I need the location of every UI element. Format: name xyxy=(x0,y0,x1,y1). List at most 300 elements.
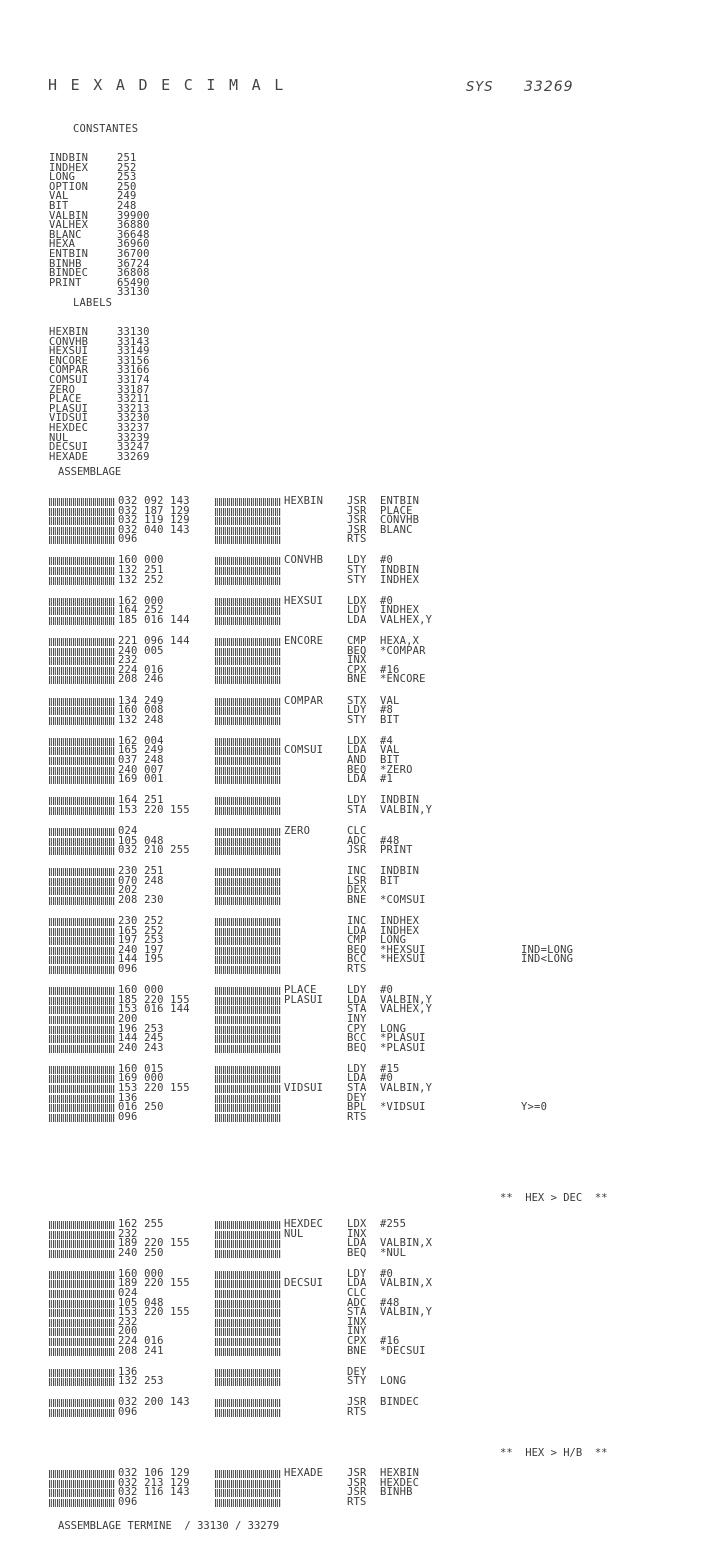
opcode-bytes: 105 048 xyxy=(118,834,164,847)
operand xyxy=(380,1408,521,1418)
address-glyph xyxy=(49,598,115,606)
instruction-block xyxy=(49,1365,601,1388)
labels-value: 33247 xyxy=(117,441,150,454)
comment xyxy=(521,896,601,906)
address-glyph xyxy=(49,767,115,775)
opcode-bytes: 032 092 143 xyxy=(118,495,190,507)
mnemonic: LDY xyxy=(347,1267,367,1280)
operand: INDHEX xyxy=(380,924,420,937)
operand: *PLASUI xyxy=(380,1032,426,1045)
address-glyph xyxy=(49,1409,115,1417)
label-name xyxy=(281,1005,347,1015)
operand: INDHEX xyxy=(380,915,420,928)
operand: VALBIN,X xyxy=(380,1277,433,1290)
operand: #0 xyxy=(380,554,394,567)
label-name xyxy=(281,535,347,545)
opcode-bytes: 037 248 xyxy=(118,753,164,766)
address-glyph xyxy=(49,657,115,665)
address-glyph xyxy=(215,928,281,936)
labels-value: 33187 xyxy=(117,383,150,396)
comment xyxy=(521,556,601,566)
constantes-name: VAL xyxy=(49,190,69,203)
address-glyph xyxy=(215,1470,281,1478)
labels-name: DECSUI xyxy=(49,441,89,454)
mnemonic: JSR xyxy=(347,1486,367,1499)
comment xyxy=(521,796,601,806)
label-name xyxy=(281,955,347,965)
address-glyph xyxy=(215,1348,281,1356)
address-glyph xyxy=(215,868,281,876)
address-glyph xyxy=(215,1271,281,1279)
constantes-value: 36880 xyxy=(117,219,150,232)
address-glyph xyxy=(49,1378,115,1386)
label-name xyxy=(281,886,347,896)
operand: HEXA,X xyxy=(380,635,420,648)
instruction-row xyxy=(49,846,601,856)
address-glyph xyxy=(215,897,281,905)
address-glyph xyxy=(49,1300,115,1308)
comment xyxy=(521,1318,601,1328)
address-glyph xyxy=(49,1499,115,1507)
comment xyxy=(521,1239,601,1249)
address-glyph xyxy=(49,1489,115,1497)
instruction-block xyxy=(49,1267,601,1357)
constantes-name: INDBIN xyxy=(49,151,89,164)
comment xyxy=(521,516,601,526)
comment xyxy=(521,986,601,996)
address-glyph xyxy=(49,918,115,926)
comment xyxy=(521,666,601,676)
labels-name: HEXSUI xyxy=(49,345,89,358)
address-glyph xyxy=(49,828,115,836)
comment xyxy=(521,1270,601,1280)
address-glyph xyxy=(49,757,115,765)
operand: LONG xyxy=(380,1375,407,1388)
address-glyph xyxy=(215,598,281,606)
label-name xyxy=(281,1377,347,1387)
address-glyph xyxy=(215,648,281,656)
comment xyxy=(521,837,601,847)
address-glyph xyxy=(215,956,281,964)
opcode-bytes: 032 213 129 xyxy=(118,1476,190,1489)
comment xyxy=(521,996,601,1006)
address-glyph xyxy=(215,1290,281,1298)
instruction-row xyxy=(49,1344,601,1357)
constantes-value: 39900 xyxy=(117,209,150,222)
mnemonic: BEQ xyxy=(347,644,367,657)
labels-value: 33211 xyxy=(117,393,150,406)
instruction-row xyxy=(49,1495,601,1508)
constantes-value: 249 xyxy=(117,190,137,203)
address-glyph xyxy=(49,838,115,846)
labels-value: 33230 xyxy=(117,412,150,425)
opcode-bytes: 032 200 143 xyxy=(118,1396,190,1409)
comment xyxy=(521,1337,601,1347)
opcode-bytes: 169 000 xyxy=(118,1072,164,1085)
mnemonic: DEX xyxy=(347,884,367,897)
label-name: PLASUI xyxy=(284,993,324,1006)
constantes-value: 33130 xyxy=(117,286,150,299)
constantes-name: HEXA xyxy=(49,238,76,251)
address-glyph xyxy=(215,1085,281,1093)
label-name xyxy=(281,526,347,536)
operand: HEXDEC xyxy=(380,1476,420,1489)
mnemonic: RTS xyxy=(347,963,367,976)
address-glyph xyxy=(215,1319,281,1327)
opcode-bytes: 070 248 xyxy=(118,874,164,887)
opcode-bytes: 164 252 xyxy=(118,604,164,617)
labels-name: PLACE xyxy=(49,393,82,406)
comment xyxy=(521,927,601,937)
operand: *COMSUI xyxy=(380,894,426,906)
comment xyxy=(521,576,601,586)
comment xyxy=(521,1299,601,1309)
constantes-value: 250 xyxy=(117,180,137,193)
operand: *DECSUI xyxy=(380,1344,426,1357)
assemblage-termine-footer: ASSEMBLAGE TERMINE / 33130 / 33279 xyxy=(58,1520,280,1532)
label-name xyxy=(281,1318,347,1328)
address-glyph xyxy=(49,1231,115,1239)
instruction-block xyxy=(49,796,601,815)
address-glyph xyxy=(215,617,281,625)
opcode-bytes: 230 251 xyxy=(118,865,164,878)
operand xyxy=(380,656,521,666)
opcode-bytes: 096 xyxy=(118,533,138,546)
operand: HEXBIN xyxy=(380,1467,420,1479)
labels-row xyxy=(49,450,150,463)
label-name xyxy=(281,616,347,626)
operand: VALBIN,Y xyxy=(380,803,433,816)
address-glyph xyxy=(215,1045,281,1053)
label-name xyxy=(281,675,347,685)
address-glyph xyxy=(49,797,115,805)
address-glyph xyxy=(215,838,281,846)
address-glyph xyxy=(215,887,281,895)
operand: LONG xyxy=(380,1022,407,1035)
mnemonic: LDA xyxy=(347,1072,367,1085)
comment xyxy=(521,697,601,707)
mnemonic: STY xyxy=(347,1375,367,1388)
label-name xyxy=(281,1094,347,1104)
comment xyxy=(521,1249,601,1259)
comment xyxy=(521,1025,601,1035)
comment xyxy=(521,616,601,626)
address-glyph xyxy=(49,1075,115,1083)
mnemonic: BNE xyxy=(347,1344,367,1357)
mnemonic: STA xyxy=(347,1306,367,1319)
comment xyxy=(521,1469,601,1479)
operand: PLACE xyxy=(380,504,413,517)
mnemonic: LDY xyxy=(347,794,367,807)
address-glyph xyxy=(215,1104,281,1112)
constantes-section xyxy=(49,106,150,310)
opcode-bytes: 032 187 129 xyxy=(118,504,190,517)
opcode-bytes: 208 230 xyxy=(118,894,164,906)
address-glyph xyxy=(49,508,115,516)
operand: #0 xyxy=(380,1267,394,1280)
mnemonic: LDY xyxy=(347,554,367,567)
address-glyph xyxy=(49,1369,115,1377)
comment xyxy=(521,566,601,576)
mnemonic: CPX xyxy=(347,663,367,676)
address-glyph xyxy=(49,887,115,895)
operand: INDBIN xyxy=(380,865,420,878)
instruction-row xyxy=(49,1377,601,1387)
constantes-value: 248 xyxy=(117,199,137,212)
operand xyxy=(380,965,521,975)
instruction-row xyxy=(49,1110,601,1123)
opcode-bytes: 032 210 255 xyxy=(118,844,190,857)
opcode-bytes: 144 195 xyxy=(118,953,164,966)
address-glyph xyxy=(215,607,281,615)
address-glyph xyxy=(215,1006,281,1014)
constantes-value: 253 xyxy=(117,171,137,184)
address-glyph xyxy=(49,567,115,575)
mnemonic: JSR xyxy=(347,844,367,857)
comment xyxy=(521,1488,601,1498)
operand: #16 xyxy=(380,1335,400,1348)
constantes-name: BINDEC xyxy=(49,267,89,280)
address-glyph xyxy=(49,527,115,535)
labels-value: 33269 xyxy=(117,450,150,463)
operand: BIT xyxy=(380,753,400,766)
label-name xyxy=(281,1249,347,1259)
labels-heading: LABELS xyxy=(73,297,113,310)
operand: *NUL xyxy=(380,1246,407,1259)
address-glyph xyxy=(215,1066,281,1074)
label-name xyxy=(281,1498,347,1508)
opcode-bytes: 160 015 xyxy=(118,1062,164,1075)
instruction-block xyxy=(49,694,601,726)
constantes-value: 36808 xyxy=(117,267,150,280)
constantes-name: BIT xyxy=(49,199,69,212)
instruction-row xyxy=(49,775,601,785)
address-glyph xyxy=(215,698,281,706)
operand: BLANC xyxy=(380,523,413,536)
address-glyph xyxy=(215,1309,281,1317)
address-glyph xyxy=(215,498,281,506)
operand xyxy=(380,1318,521,1328)
address-glyph xyxy=(49,1250,115,1258)
mnemonic: BCC xyxy=(347,1032,367,1045)
address-glyph xyxy=(49,966,115,974)
constantes-name: LONG xyxy=(49,171,76,184)
label-name xyxy=(281,867,347,877)
address-glyph xyxy=(49,517,115,525)
mnemonic: JSR xyxy=(347,1396,367,1409)
operand: BIT xyxy=(380,713,400,726)
opcode-bytes: 136 xyxy=(118,1365,138,1378)
address-glyph xyxy=(49,747,115,755)
label-name: HEXSUI xyxy=(284,594,324,607)
mnemonic: INC xyxy=(347,865,367,878)
label-name xyxy=(281,656,347,666)
address-glyph xyxy=(215,1399,281,1407)
label-name xyxy=(281,796,347,806)
address-glyph xyxy=(49,707,115,715)
operand: *HEXSUI xyxy=(380,953,426,966)
label-name: PLACE xyxy=(284,984,317,997)
operand: *HEXSUI xyxy=(380,943,426,956)
address-glyph xyxy=(215,947,281,955)
comment xyxy=(521,917,601,927)
labels-list xyxy=(49,325,150,463)
address-glyph xyxy=(215,997,281,1005)
label-name xyxy=(281,917,347,927)
mnemonic: STY xyxy=(347,573,367,586)
operand: LONG xyxy=(380,934,407,947)
opcode-bytes: 160 008 xyxy=(118,704,164,717)
opcode-bytes: 197 253 xyxy=(118,934,164,947)
mnemonic: RTS xyxy=(347,533,367,546)
labels-value: 33130 xyxy=(117,325,150,338)
address-glyph xyxy=(215,508,281,516)
opcode-bytes: 032 119 129 xyxy=(118,514,190,527)
label-name xyxy=(281,1103,347,1113)
address-glyph xyxy=(49,1045,115,1053)
opcode-bytes: 165 252 xyxy=(118,924,164,937)
comment: IND=LONG xyxy=(521,943,574,956)
opcode-bytes: 160 000 xyxy=(118,1267,164,1280)
operand: VAL xyxy=(380,744,400,757)
instruction-block xyxy=(49,867,601,905)
address-glyph xyxy=(49,667,115,675)
label-name xyxy=(281,965,347,975)
labels-name: HEXBIN xyxy=(49,325,89,338)
opcode-bytes: 224 016 xyxy=(118,663,164,676)
label-name xyxy=(281,1337,347,1347)
address-glyph xyxy=(215,1280,281,1288)
address-glyph xyxy=(215,1338,281,1346)
address-glyph xyxy=(49,557,115,565)
label-name xyxy=(281,806,347,816)
label-name xyxy=(281,1299,347,1309)
address-glyph xyxy=(49,1348,115,1356)
address-glyph xyxy=(49,638,115,646)
label-name xyxy=(281,1327,347,1337)
address-glyph xyxy=(49,1328,115,1336)
address-glyph xyxy=(215,1499,281,1507)
labels-value: 33156 xyxy=(117,354,150,367)
mnemonic: ADC xyxy=(347,834,367,847)
address-glyph xyxy=(49,1104,115,1112)
label-name xyxy=(281,1479,347,1489)
opcode-bytes: 096 xyxy=(118,1110,138,1123)
comment xyxy=(521,507,601,517)
opcode-bytes: 132 253 xyxy=(118,1375,164,1388)
mnemonic: STA xyxy=(347,803,367,816)
address-glyph xyxy=(215,1378,281,1386)
address-glyph xyxy=(215,1095,281,1103)
mnemonic: LDX xyxy=(347,734,367,747)
opcode-bytes: 208 246 xyxy=(118,673,164,686)
opcode-bytes: 232 xyxy=(118,1227,138,1240)
comment xyxy=(521,1220,601,1230)
operand: VALHEX,Y xyxy=(380,1003,433,1016)
opcode-bytes: 160 000 xyxy=(118,554,164,567)
constantes-name: BLANC xyxy=(49,228,82,241)
mnemonic: BEQ xyxy=(347,1041,367,1054)
comment xyxy=(521,1065,601,1075)
opcode-bytes: 096 xyxy=(118,1495,138,1508)
mnemonic: BCC xyxy=(347,953,367,966)
mnemonic: LDA xyxy=(347,773,367,786)
opcode-bytes: 185 220 155 xyxy=(118,993,190,1006)
address-glyph xyxy=(49,1399,115,1407)
address-glyph xyxy=(215,937,281,945)
address-glyph xyxy=(215,1240,281,1248)
operand: ENTBIN xyxy=(380,495,420,507)
comment xyxy=(521,1034,601,1044)
address-glyph xyxy=(215,807,281,815)
label-name: ENCORE xyxy=(284,635,324,648)
address-glyph xyxy=(215,1250,281,1258)
mnemonic: JSR xyxy=(347,504,367,517)
address-glyph xyxy=(215,1480,281,1488)
label-name xyxy=(281,756,347,766)
operand: #16 xyxy=(380,663,400,676)
address-glyph xyxy=(49,1480,115,1488)
mnemonic: LDA xyxy=(347,993,367,1006)
operand: *VIDSUI xyxy=(380,1101,426,1114)
address-glyph xyxy=(215,747,281,755)
mnemonic: LSR xyxy=(347,874,367,887)
listing-part1 xyxy=(49,497,601,1134)
address-glyph xyxy=(49,1114,115,1122)
instruction-row xyxy=(49,1246,601,1259)
operand: #48 xyxy=(380,1296,400,1309)
mnemonic: DEY xyxy=(347,1365,367,1378)
address-glyph xyxy=(215,828,281,836)
opcode-bytes: 136 xyxy=(118,1091,138,1104)
label-name xyxy=(281,647,347,657)
instruction-row xyxy=(49,535,601,545)
label-name: HEXDEC xyxy=(284,1218,324,1230)
address-glyph xyxy=(215,1035,281,1043)
opcode-bytes: 032 106 129 xyxy=(118,1467,190,1479)
label-name xyxy=(281,1347,347,1357)
label-name xyxy=(281,1034,347,1044)
opcode-bytes: 240 007 xyxy=(118,763,164,776)
address-glyph xyxy=(49,987,115,995)
instruction-row xyxy=(49,1041,601,1054)
address-glyph xyxy=(49,1470,115,1478)
operand: VALBIN,Y xyxy=(380,1082,433,1094)
address-glyph xyxy=(215,987,281,995)
opcode-bytes: 105 048 xyxy=(118,1296,164,1309)
address-glyph xyxy=(49,607,115,615)
labels-name: HEXADE xyxy=(49,450,89,463)
operand: VALBIN,X xyxy=(380,1237,433,1250)
label-name: COMPAR xyxy=(284,694,324,707)
constantes-name: INDHEX xyxy=(49,161,89,174)
comment xyxy=(521,606,601,616)
label-name xyxy=(281,1025,347,1035)
comment xyxy=(521,756,601,766)
constantes-value: 36648 xyxy=(117,228,150,241)
operand xyxy=(380,1327,521,1337)
comment xyxy=(521,1074,601,1084)
constantes-name: ENTBIN xyxy=(49,247,89,260)
constantes-value: 65490 xyxy=(117,276,150,289)
address-glyph xyxy=(49,847,115,855)
comment xyxy=(521,1289,601,1299)
address-glyph xyxy=(215,918,281,926)
opcode-bytes: 024 xyxy=(118,1287,138,1300)
comment xyxy=(521,846,601,856)
comment xyxy=(521,716,601,726)
address-glyph xyxy=(215,847,281,855)
